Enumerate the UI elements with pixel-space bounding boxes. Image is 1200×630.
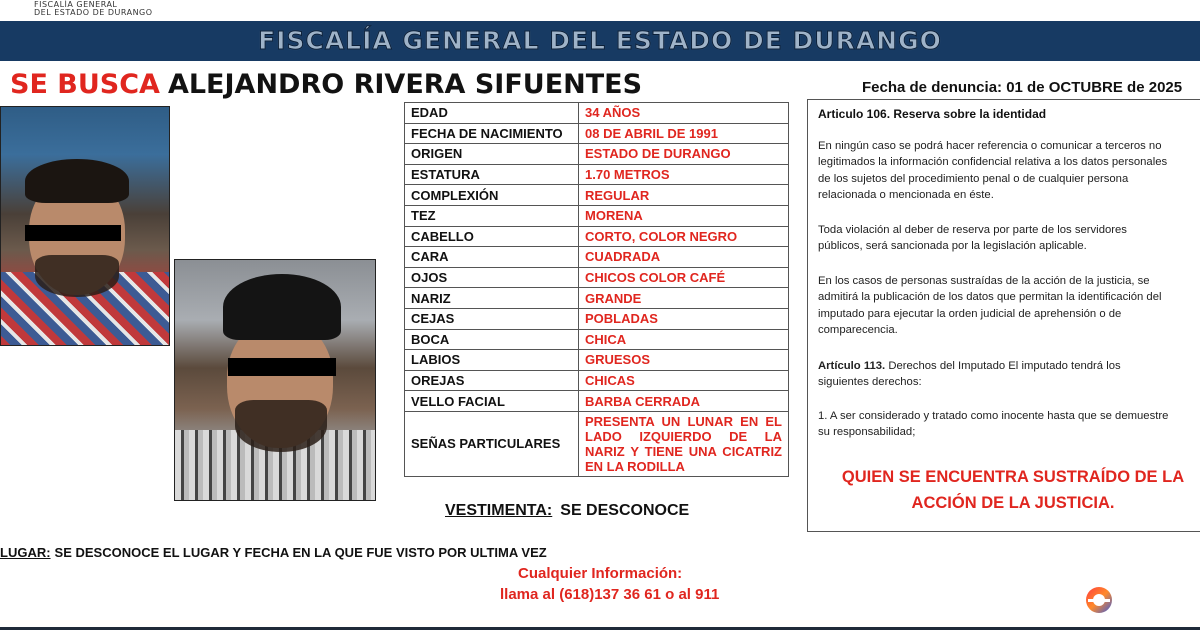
fugitive-notice-line1: QUIEN SE ENCUENTRA SUSTRAÍDO DE LA [841, 468, 1185, 486]
detail-label: LABIOS [405, 350, 579, 371]
detail-row [405, 288, 789, 309]
legal-line: En ningún caso se podrá hacer referencia o comunicar a terceros no [818, 140, 1162, 152]
logo-text-line2: DEL ESTADO DE DURANGO [34, 8, 153, 17]
article-113-title: Artículo 113. [818, 360, 886, 372]
fugitive-notice-line2: ACCIÓN DE LA JUSTICIA. [911, 494, 1115, 512]
detail-row [405, 103, 789, 124]
legal-paragraph-4 [818, 358, 1200, 391]
detail-value: CHICAS [579, 370, 789, 391]
eye-censor-bar [228, 358, 336, 376]
legal-paragraph-5 [818, 408, 1200, 441]
banner-title: FISCALÍA GENERAL DEL ESTADO DE DURANGO [258, 26, 942, 55]
detail-row [405, 185, 789, 206]
detail-value: 08 DE ABRIL DE 1991 [579, 123, 789, 144]
detail-value: 34 AÑOS [579, 103, 789, 124]
detail-value: CHICA [579, 329, 789, 350]
legal-notice-box [807, 99, 1200, 532]
detail-row [405, 247, 789, 268]
detail-row [405, 144, 789, 165]
brand-ring-icon [1085, 586, 1113, 614]
detail-value: ESTADO DE DURANGO [579, 144, 789, 165]
detail-label: CEJAS [405, 308, 579, 329]
contact-phone: llama al (618)137 36 61 o al 911 [500, 586, 720, 603]
detail-label: BOCA [405, 329, 579, 350]
detail-label: FECHA DE NACIMIENTO [405, 123, 579, 144]
legal-paragraph-4-line1: Derechos del Imputado El imputado tendrá los [885, 360, 1121, 372]
legal-line: legitimados la información confidencial relativa a los datos personales [818, 156, 1168, 169]
legal-line: públicos, será sancionada por la legislación aplicable. [818, 240, 1087, 253]
fugitive-notice [808, 464, 1200, 516]
article-106-title: Articulo 106. Reserva sobre la identidad [818, 107, 1047, 121]
suspect-photo-1 [0, 106, 170, 346]
detail-label: OJOS [405, 267, 579, 288]
legal-paragraph-4-line2: siguientes derechos: [818, 376, 922, 389]
detail-label: CARA [405, 247, 579, 268]
legal-line: admitirá la publicación de los datos que permitan la identificación del [818, 291, 1162, 304]
detail-label: TEZ [405, 205, 579, 226]
suspect-photo-2 [174, 259, 376, 501]
detail-label: VELLO FACIAL [405, 391, 579, 412]
contact-info-label: Cualquier Información: [518, 565, 683, 582]
eye-censor-bar [25, 225, 121, 241]
legal-line: En los casos de personas sustraídas de la acción de la justicia, se [818, 275, 1150, 287]
detail-row [405, 391, 789, 412]
clothing-value: SE DESCONOCE [560, 502, 690, 519]
detail-label: CABELLO [405, 226, 579, 247]
legal-line: de los sujetos del procedimiento penal o de cualquier persona [818, 172, 1129, 185]
detail-value: PRESENTA UN LUNAR EN EL LADO IZQUIERDO DE LA NARIZ Y TIENE UNA CICATRIZ EN LA RODILLA [579, 411, 789, 476]
detail-row [405, 226, 789, 247]
suspect-details-table [404, 102, 789, 477]
detail-row [405, 308, 789, 329]
detail-label: COMPLEXIÓN [405, 185, 579, 206]
detail-value: GRUESOS [579, 350, 789, 371]
legal-line: su responsabilidad; [818, 426, 916, 439]
detail-row [405, 205, 789, 226]
detail-value: CORTO, COLOR NEGRO [579, 226, 789, 247]
detail-label: ORIGEN [405, 144, 579, 165]
detail-label: ESTATURA [405, 164, 579, 185]
clothing-line [445, 502, 689, 520]
location-label: LUGAR: [0, 545, 51, 560]
wanted-heading [10, 69, 642, 100]
legal-paragraph-1 [818, 138, 1200, 204]
wanted-person-name: ALEJANDRO RIVERA SIFUENTES [167, 69, 643, 100]
detail-label: EDAD [405, 103, 579, 124]
legal-line: imputado para ejecutar la orden judicial de aprehensión o de [818, 307, 1122, 320]
detail-value: BARBA CERRADA [579, 391, 789, 412]
detail-value: MORENA [579, 205, 789, 226]
legal-line: Toda violación al deber de reserva por parte de los servidores [818, 224, 1127, 236]
header-banner [0, 21, 1200, 61]
detail-row [405, 370, 789, 391]
detail-value: GRANDE [579, 288, 789, 309]
logo-text-line1: FISCALÍA GENERAL [34, 0, 118, 9]
legal-line: comparecencia. [818, 324, 898, 337]
location-value: SE DESCONOCE EL LUGAR Y FECHA EN LA QUE FUE VISTO POR ULTIMA VEZ [54, 545, 547, 560]
detail-value: 1.70 METROS [579, 164, 789, 185]
detail-row [405, 329, 789, 350]
clothing-label: VESTIMENTA: [445, 502, 553, 519]
legal-paragraph-3 [818, 273, 1200, 339]
report-date: Fecha de denuncia: 01 de OCTUBRE de 2025 [862, 79, 1183, 96]
detail-row [405, 267, 789, 288]
wanted-label: SE BUSCA [10, 69, 160, 100]
detail-row [405, 123, 789, 144]
legal-line: relacionada o mencionada en éste. [818, 189, 994, 202]
detail-label: OREJAS [405, 370, 579, 391]
detail-value: POBLADAS [579, 308, 789, 329]
detail-row [405, 411, 789, 476]
detail-value: REGULAR [579, 185, 789, 206]
detail-row [405, 350, 789, 371]
legal-line: 1. A ser considerado y tratado como inocente hasta que se demuestre [818, 410, 1169, 422]
detail-value: CUADRADA [579, 247, 789, 268]
legal-paragraph-2 [818, 222, 1200, 255]
detail-row [405, 164, 789, 185]
location-line [0, 545, 547, 560]
detail-label: SEÑAS PARTICULARES [405, 411, 579, 476]
detail-label: NARIZ [405, 288, 579, 309]
detail-value: CHICOS COLOR CAFÉ [579, 267, 789, 288]
